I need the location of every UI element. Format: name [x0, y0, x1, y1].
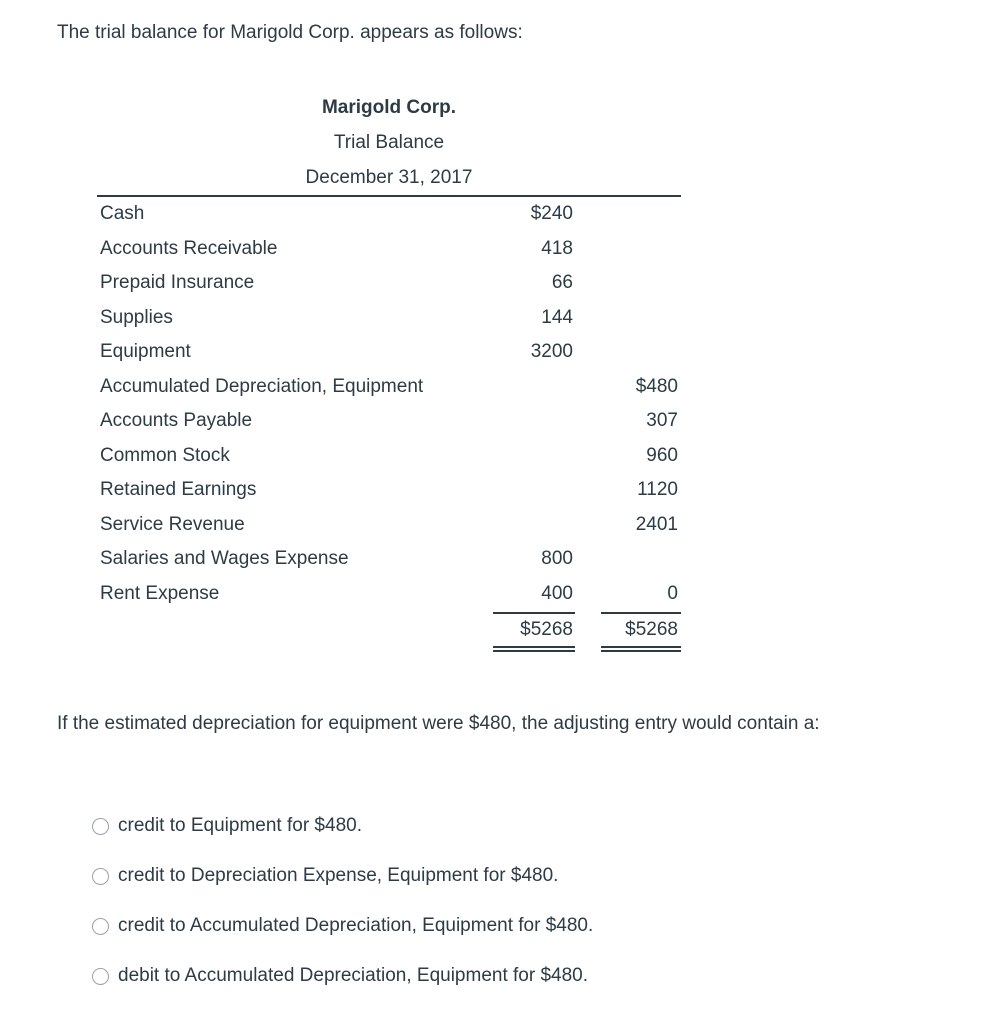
intro-text: The trial balance for Marigold Corp. appears as follows: — [57, 22, 523, 43]
account-name: Equipment — [100, 341, 191, 362]
debit-double-rule-1 — [493, 646, 575, 648]
account-name: Prepaid Insurance — [100, 272, 255, 293]
account-name: Rent Expense — [100, 582, 220, 604]
option-label[interactable]: credit to Accumulated Depreciation, Equipment for $480. — [118, 915, 594, 936]
account-name: Supplies — [100, 306, 173, 328]
account-name: Common Stock — [100, 444, 230, 466]
account-name: Accounts Payable — [100, 410, 253, 431]
debit-amount: 400 — [541, 582, 573, 604]
credit-total: $5268 — [625, 619, 678, 640]
credit-amount: 960 — [646, 444, 678, 466]
account-name: Accounts Receivable — [100, 237, 278, 259]
debit-amount: $240 — [530, 203, 573, 224]
debit-subtotal-rule — [493, 612, 575, 614]
statement-title: Trial Balance — [333, 132, 445, 153]
account-name: Cash — [100, 203, 145, 224]
debit-amount: 418 — [541, 237, 573, 259]
account-name: Accumulated Depreciation, Equipment — [100, 375, 424, 397]
option-label[interactable]: credit to Depreciation Expense, Equipment for $480. — [118, 865, 559, 886]
radio-button[interactable] — [92, 918, 109, 935]
debit-amount: 66 — [551, 272, 573, 293]
question-text: If the estimated depreciation for equipment were $480, the adjusting entry would contain a: — [57, 713, 820, 734]
option-label[interactable]: debit to Accumulated Depreciation, Equipment for $480. — [118, 965, 589, 986]
credit-amount: $480 — [635, 375, 678, 397]
option-label[interactable]: credit to Equipment for $480. — [118, 815, 362, 836]
debit-amount: 144 — [541, 306, 573, 328]
credit-amount: 0 — [667, 582, 678, 604]
statement-date: December 31, 2017 — [305, 167, 473, 188]
account-name: Service Revenue — [100, 513, 245, 535]
credit-amount: 2401 — [635, 513, 678, 535]
credit-amount: 1120 — [637, 479, 678, 500]
debit-double-rule-2 — [493, 650, 575, 652]
account-name: Salaries and Wages Expense — [100, 548, 349, 569]
company-name: Marigold Corp. — [321, 97, 457, 118]
radio-button[interactable] — [92, 968, 109, 985]
account-name: Retained Earnings — [100, 479, 257, 500]
radio-button[interactable] — [92, 818, 109, 835]
credit-double-rule-1 — [601, 646, 681, 648]
radio-button[interactable] — [92, 868, 109, 885]
debit-amount: 800 — [541, 548, 573, 569]
debit-total: $5268 — [520, 619, 573, 640]
header-rule — [97, 195, 681, 197]
credit-double-rule-2 — [601, 650, 681, 652]
credit-amount: 307 — [646, 410, 678, 431]
debit-amount: 3200 — [530, 341, 573, 362]
credit-subtotal-rule — [601, 612, 681, 614]
